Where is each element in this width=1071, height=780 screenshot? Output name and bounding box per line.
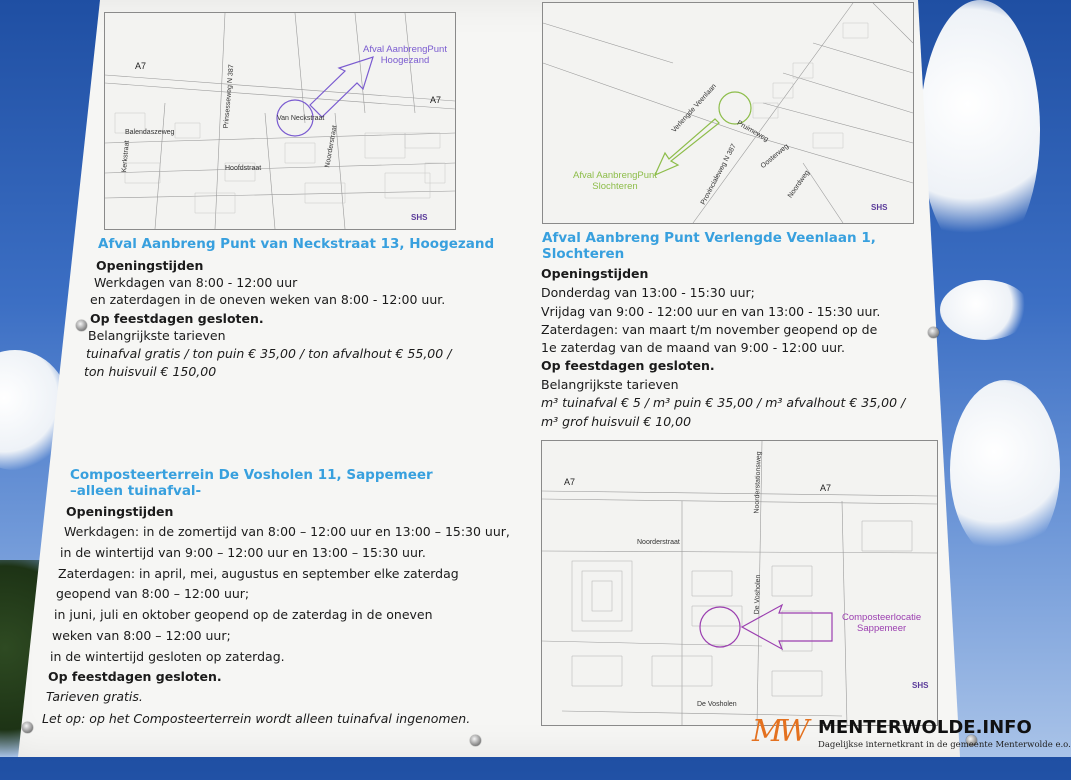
sappemeer-closed-notice: Op feestdagen gesloten. (48, 669, 222, 684)
hoogezand-heading: Afval Aanbreng Punt van Neckstraat 13, Hoogezand (98, 236, 495, 252)
sappemeer-hours-line: in juni, juli en oktober geopend op de zaterdag in de oneven (54, 607, 433, 622)
sappemeer-hours-line: geopend van 8:00 – 12:00 uur; (56, 586, 250, 601)
sappemeer-note: Let op: op het Composteerterrein wordt alleen tuinafval ingenomen. (42, 711, 471, 726)
map-street-label: Prinsesseweg N 387 (222, 64, 236, 129)
hoogezand-tarieven-line: tuinafval gratis / ton puin € 35,00 / ton afvalhout € 55,00 / (86, 346, 452, 361)
map-street-label: Kerkstraat (121, 140, 131, 173)
slochteren-hours-line: Donderdag van 13:00 - 15:30 uur; (541, 285, 755, 300)
map-logo: SHS (871, 203, 888, 212)
map-logo: SHS (912, 681, 929, 690)
map-logo: SHS (411, 213, 428, 222)
hoogezand-tarieven-line: ton huisvuil € 150,00 (84, 364, 217, 379)
slochteren-closed-notice: Op feestdagen gesloten. (541, 358, 715, 373)
map-street-label: Oosterweg (759, 142, 791, 171)
watermark-title: MENTERWOLDE.INFO (818, 717, 1032, 738)
map-street-label: Noorderstationsweg (753, 451, 763, 514)
map-street-label: Hoofdstraat (225, 165, 262, 172)
map-street-label: De Vosholen (697, 701, 737, 708)
sappemeer-openingstijden-label: Openingstijden (66, 504, 174, 519)
sappemeer-hours-line: in de wintertijd van 9:00 – 12:00 uur en 13:00 – 15:30 uur. (60, 545, 426, 560)
screw (928, 327, 939, 338)
map-road-label: A7 (820, 483, 832, 493)
sappemeer-hours-line: Zaterdagen: in april, mei, augustus en september elke zaterdag (58, 566, 459, 581)
slochteren-tarieven-label: Belangrijkste tarieven (541, 377, 679, 392)
sappemeer-hours-line: Werkdagen: in de zomertijd van 8:00 – 12:00 uur en 13:00 – 15:30 uur, (64, 524, 510, 539)
screw (22, 722, 33, 733)
map-hoogezand (104, 12, 456, 230)
hoogezand-closed-notice: Op feestdagen gesloten. (90, 311, 264, 326)
watermark (752, 714, 1071, 757)
slochteren-hours-line: Zaterdagen: van maart t/m november geopend op de (541, 322, 878, 337)
cloud (940, 280, 1030, 340)
map-road-label: A7 (135, 61, 147, 71)
hoogezand-tarieven-label: Belangrijkste tarieven (88, 328, 226, 343)
sappemeer-heading: Composteerterrein De Vosholen 11, Sappemeer –alleen tuinafval- (70, 467, 433, 500)
map-street-label: Provincialeweg N 387 (699, 142, 738, 207)
screw (76, 320, 87, 331)
hoogezand-hours-line: en zaterdagen in de oneven weken van 8:00 - 12:00 uur. (90, 292, 446, 307)
hoogezand-openingstijden-label: Openingstijden (96, 258, 204, 273)
map-slochteren (542, 2, 914, 224)
watermark-subtitle: Dagelijkse internetkrant in de gemeente Menterwolde e.o. (818, 740, 1071, 750)
map-street-label: Pruimeweg (735, 119, 770, 144)
slochteren-tarieven-line: m³ grof huisvuil € 10,00 (541, 414, 692, 429)
sappemeer-hours-line: in de wintertijd gesloten op zaterdag. (50, 649, 285, 664)
map-street-label: Balendaszeweg (125, 129, 175, 136)
slochteren-hours-line: 1e zaterdag van de maand van 9:00 - 12:00 uur. (541, 340, 846, 355)
map-street-label: De Vosholen (753, 574, 763, 615)
watermark-logo-mark: MW (752, 714, 806, 749)
map-callout: Composteerlocatie Sappemeer (842, 612, 922, 634)
map-callout: Afval AanbrengPunt Hoogezand (363, 44, 447, 66)
sappemeer-hours-line: weken van 8:00 – 12:00 uur; (52, 628, 231, 643)
map-street-label: Noorderstraat (637, 539, 680, 546)
hoogezand-hours-line: Werkdagen van 8:00 - 12:00 uur (94, 275, 298, 290)
map-street-label: Noorderstraat (324, 124, 339, 169)
map-callout: Afval AanbrengPunt Slochteren (573, 170, 657, 192)
map-street-label: Van Neckstraat (277, 115, 325, 122)
map-road-label: A7 (564, 477, 576, 487)
map-sappemeer-drawing (542, 441, 937, 725)
slochteren-tarieven-line: m³ tuinafval € 5 / m³ puin € 35,00 / m³ afvalhout € 35,00 / (541, 395, 906, 410)
map-sappemeer (541, 440, 938, 726)
slochteren-heading: Afval Aanbreng Punt Verlengde Veenlaan 1, Slochteren (542, 230, 876, 263)
map-street-label: Noordweg (786, 169, 811, 200)
cloud (950, 380, 1060, 560)
cloud (920, 0, 1040, 260)
sappemeer-tarieven: Tarieven gratis. (46, 689, 143, 704)
screw (470, 735, 481, 746)
slochteren-openingstijden-label: Openingstijden (541, 266, 649, 281)
slochteren-hours-line: Vrijdag van 9:00 - 12:00 uur en van 13:00 - 15:30 uur. (541, 304, 881, 319)
map-road-label: A7 (430, 95, 442, 105)
map-street-label: Verlengde Veenlaan (670, 82, 718, 135)
